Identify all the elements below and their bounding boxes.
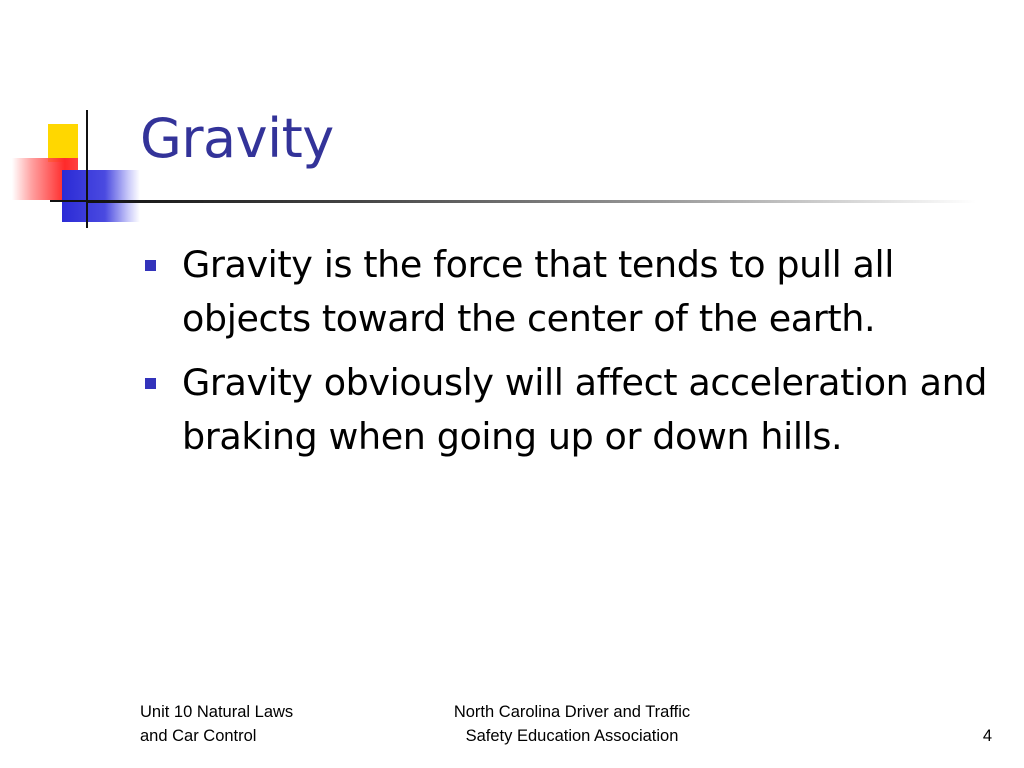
footer-organization-line-2: Safety Education Association [465, 727, 679, 745]
decorative-vertical-line [86, 110, 88, 228]
footer-unit-line-1: Unit 10 Natural Laws [140, 703, 294, 721]
slide-title: Gravity [140, 107, 334, 170]
footer-unit-line-2: and Car Control [140, 727, 257, 745]
bullet-text: Gravity obviously will affect acceleration and braking when going up or down hills. [182, 361, 988, 458]
title-underline-rule [86, 200, 976, 203]
footer-organization-line-1: North Carolina Driver and Traffic [453, 703, 691, 721]
bullet-item [140, 238, 1000, 346]
bullet-list [140, 238, 1000, 474]
bullet-text: Gravity is the force that tends to pull all objects toward the center of the earth. [182, 243, 894, 340]
footer-organization [392, 700, 752, 748]
square-bullet-icon [145, 260, 156, 271]
page-number: 4 [982, 727, 992, 745]
square-bullet-icon [145, 378, 156, 389]
bullet-item [140, 356, 1000, 464]
decorative-yellow-block [48, 124, 78, 162]
decorative-blue-block [62, 170, 140, 222]
footer-unit-title [140, 700, 360, 748]
